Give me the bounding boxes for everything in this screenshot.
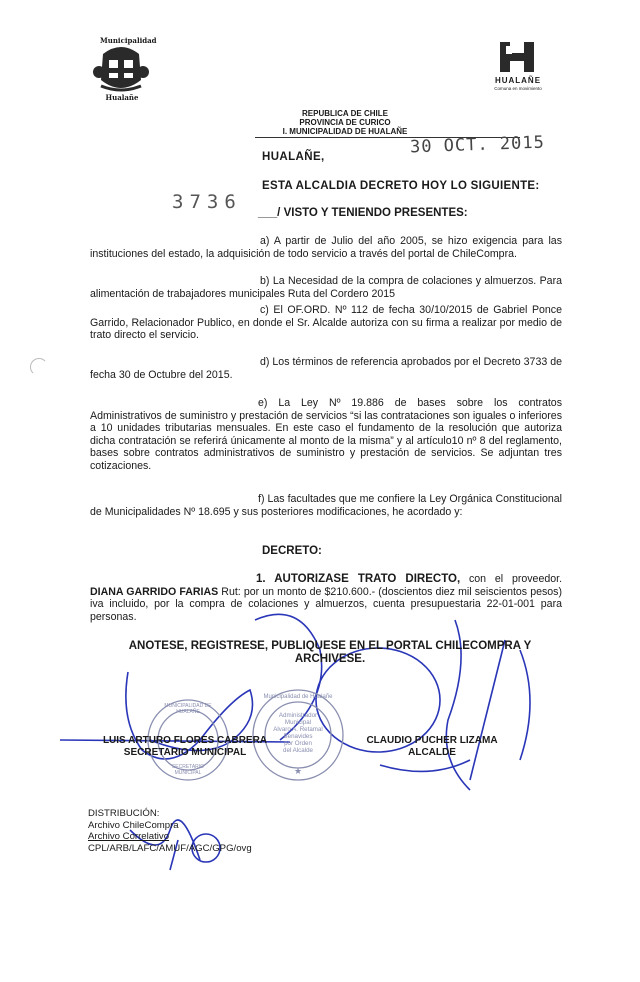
decreto-heading: DECRETO: xyxy=(262,545,322,557)
right-seal-line: por Orden xyxy=(284,740,312,747)
article-1-heading-tail: con el proveedor. xyxy=(460,573,563,585)
logo-right-tagline: Comuna en movimiento xyxy=(494,86,542,91)
paragraph-d: d) Los términos de referencia aprobados por el Decreto 3733 de fecha 30 de Octubre del 2015. xyxy=(90,356,562,381)
anotese-line-1: ANOTESE, REGISTRESE, PUBLIQUESE EN EL PORTAL CHILECOMPRA Y xyxy=(128,640,532,652)
alcaldia-heading: ESTA ALCALDIA DECRETO HOY LO SIGUIENTE: xyxy=(262,180,540,192)
distribution-title: DISTRIBUCIÓN: xyxy=(88,808,160,819)
punch-hole-mark xyxy=(30,358,48,376)
date-stamp: 30 OCT. 2015 xyxy=(409,132,546,158)
municipal-emblem-logo xyxy=(93,47,149,90)
article-1-body: Rut: por un monto de $210.600.- (doscientos diez mil seiscientos pesos) iva incluido, por la compra de colaciones y almuerzos, cuenta presupuestaria 22-01-001 para personas. xyxy=(90,585,562,623)
right-seal-line: Benavides xyxy=(283,733,313,740)
article-1-heading: 1. AUTORIZASE TRATO DIRECTO, xyxy=(256,573,461,585)
svg-text:★: ★ xyxy=(293,766,303,776)
logo-left-text-bottom: Hualañe xyxy=(105,93,139,102)
logo-left-text-top: Municipalidad xyxy=(100,36,157,45)
right-seal-lines xyxy=(262,712,334,754)
header-block xyxy=(250,109,440,136)
signature-left-name: LUIS ARTURO FLORES CABRERA xyxy=(102,735,268,746)
header-line-2: PROVINCIA DE CURICO xyxy=(299,118,391,127)
header-line-1: REPUBLICA DE CHILE xyxy=(302,109,388,118)
paragraph-e: e) La Ley Nº 19.886 de bases sobre los contratos Administrativos de suministro y prestación de servicios “si las contrataciones son iguales o inferiores a 10 unidades tributarias mensuales. En este caso el fundamento de la resolución que autoriza dicha contratación se referirá únicamente al monto de la misma” y al artículo10 nº 8 del reglamento, bases sobre contratos administrativos de suministro y prestación de servicios. Se adjuntan tres cotizaciones. xyxy=(90,397,562,472)
distribution-block xyxy=(88,808,252,854)
paragraph-a: a) A partir de Julio del año 2005, se hizo exigencia para las instituciones del estado, la adquisición de todo servicio a través del portal de ChileCompra. xyxy=(90,235,562,260)
distribution-item: Archivo Correlativo xyxy=(88,831,170,842)
right-seal-line: Alvaro A. Retamal xyxy=(273,726,323,733)
right-seal-ring-text: Municipalidad de Hualañe xyxy=(263,694,333,700)
logo-right-name: HUALAÑE xyxy=(494,76,542,85)
left-seal-top-text: MUNICIPALIDAD DE HUALAÑE xyxy=(164,703,212,715)
decree-number-stamp: 3736 xyxy=(172,191,242,213)
visto-heading: ___/ VISTO Y TENIENDO PRESENTES: xyxy=(258,207,468,219)
left-seal-bottom-text: SECRETARIO MUNICIPAL xyxy=(171,764,205,776)
signature-right-title: ALCALDE xyxy=(408,747,456,758)
provider-name: DIANA GARRIDO FARIAS xyxy=(90,585,219,598)
right-seal-line: Municipal xyxy=(284,719,312,726)
right-seal-line: del Alcalde xyxy=(283,747,313,754)
paragraph-c: c) El OF.ORD. Nº 112 de fecha 30/10/2015 de Gabriel Ponce Garrido, Relacionador Publico, en donde el Sr. Alcalde autoriza con su firma a realizar por medio de trato directo el servicio. xyxy=(90,304,562,342)
signature-right-name: CLAUDIO PUCHER LIZAMA xyxy=(366,735,498,746)
article-1 xyxy=(90,573,562,623)
anotese-line-2: ARCHIVESE. xyxy=(294,653,366,665)
distribution-item: Archivo ChileCompra xyxy=(88,819,179,831)
header-line-3: I. MUNICIPALIDAD DE HUALAÑE xyxy=(282,127,408,136)
right-seal-line: Administrador xyxy=(278,712,318,719)
paragraph-b: b) La Necesidad de la compra de colaciones y almuerzos. Para alimentación de trabajadores municipales Ruta del Cordero 2015 xyxy=(90,275,562,300)
signature-right xyxy=(352,735,512,759)
hualane-h-logo xyxy=(500,42,534,72)
anotese-block xyxy=(95,640,565,666)
signature-left xyxy=(90,735,280,759)
paragraph-f: f) Las facultades que me confiere la Ley Orgánica Constitucional de Municipalidades Nº 18.695 y sus posteriores modificaciones, he acordado y: xyxy=(90,493,562,518)
city-line: HUALAÑE, xyxy=(262,151,325,163)
signature-left-title: SECRETARIO MUNICIPAL xyxy=(123,747,247,758)
distribution-item: CPL/ARB/LAFC/AMUF/AGC/GPG/ovg xyxy=(88,842,252,854)
